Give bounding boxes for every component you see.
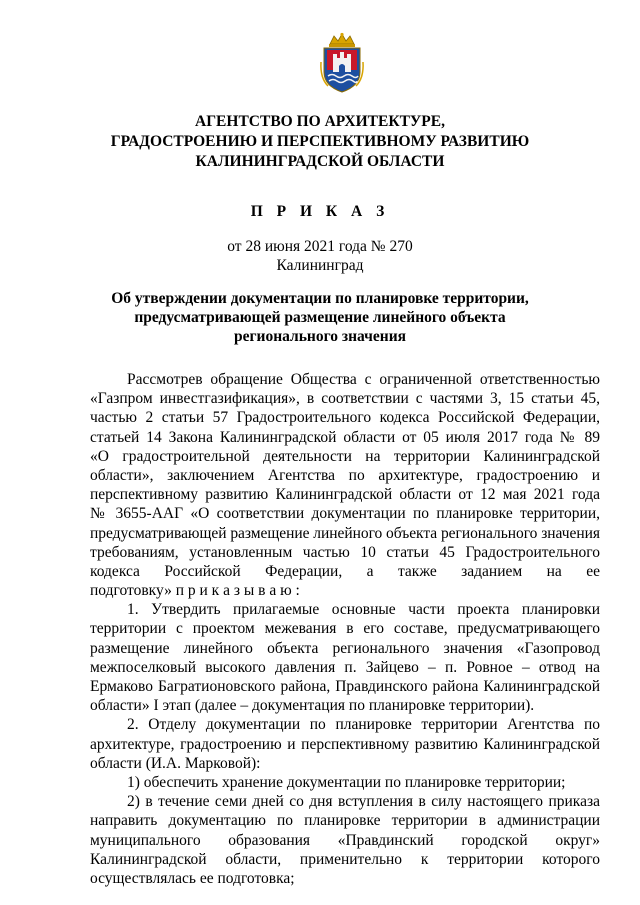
- body-line: архитектуре, градостроению и перспективному развитию Калининградской: [90, 735, 600, 753]
- body-line: Ермаково Багратионовского района, Правдинского района Калининградской: [90, 678, 600, 695]
- order-meta: [0, 237, 640, 275]
- order-title: П Р И К А З: [250, 203, 390, 220]
- body-line: 1. Утвердить прилагаемые основные части проекта планировки: [127, 601, 600, 619]
- order-city: Калининград: [276, 257, 364, 274]
- body-line: требованиям, установленным частью 10 статьи 45 Градостроительного: [90, 543, 600, 561]
- body-line: статьей 14 Закона Калининградской области от 05 июля 2017 года № 89: [90, 428, 600, 446]
- body-line: кодекса Российской Федерации, а также заданием на ее: [90, 562, 600, 580]
- order-subject: [100, 289, 540, 346]
- body-line: частью 2 статьи 57 Градостроительного кодекса Российской Федерации,: [90, 409, 600, 427]
- body-line: области» I этап (далее – документация по планировке территории).: [90, 697, 535, 715]
- body-line: территории с проектом межевания в его составе, предусматривающего: [90, 620, 600, 638]
- body-line: 2) в течение семи дней со дня вступления в силу настоящего приказа: [127, 793, 600, 811]
- body-line: Калининградской области, применительно к территории которого: [90, 850, 600, 868]
- body-line: направить документацию по планировке территории в администрации: [90, 812, 600, 830]
- order-body: [90, 370, 600, 888]
- body-line: № 3655-ААГ «О соответствии документации по планировке территории,: [90, 505, 600, 523]
- body-line: «Газпром инвестгазификация», в соответствии с частями 3, 15 статьи 45,: [90, 390, 600, 408]
- body-line: межпоселковый высокого давления п. Зайцево – п. Ровное – отвод на: [90, 658, 600, 676]
- agency-line: КАЛИНИНГРАДСКОЙ ОБЛАСТИ: [195, 153, 445, 170]
- body-line: области (И.А. Марковой):: [90, 754, 261, 772]
- body-line: «О градостроительной деятельности на территории Калининградской: [90, 447, 600, 465]
- subject-line: регионального значения: [233, 328, 407, 345]
- subject-line: предусматривающей размещение линейного объекта: [134, 309, 506, 326]
- order-date-number: от 28 июня 2021 года № 270: [227, 238, 413, 255]
- body-line: 1) обеспечить хранение документации по планировке территории;: [127, 773, 566, 791]
- body-line: осуществлялась ее подготовка;: [90, 869, 295, 887]
- body-line: размещение линейного объекта регионального значения «Газопровод: [90, 639, 600, 657]
- agency-name: [60, 112, 580, 172]
- agency-line: ГРАДОСТРОЕНИЮ И ПЕРСПЕКТИВНОМУ РАЗВИТИЮ: [110, 133, 530, 150]
- body-line: перспективному развитию Калининградской области от 12 мая 2021 года: [90, 486, 600, 504]
- body-line: области», заключением Агентства по архитектуре, градостроению и: [90, 466, 600, 484]
- body-line: подготовку» п р и к а з ы в а ю :: [90, 582, 300, 600]
- body-line: Рассмотрев обращение Общества с ограниченной ответственностью: [127, 371, 600, 388]
- coat-of-arms-icon: [318, 32, 366, 94]
- body-line: предусматривающей размещение линейного объекта регионального значения: [90, 524, 600, 542]
- body-line: 2. Отделу документации по планировке территории Агентства по: [127, 716, 600, 734]
- body-line: муниципального образования «Правдинский городской округ»: [90, 831, 600, 849]
- subject-line: Об утверждении документации по планировке территории,: [111, 290, 529, 307]
- agency-line: АГЕНТСТВО ПО АРХИТЕКТУРЕ,: [195, 113, 445, 130]
